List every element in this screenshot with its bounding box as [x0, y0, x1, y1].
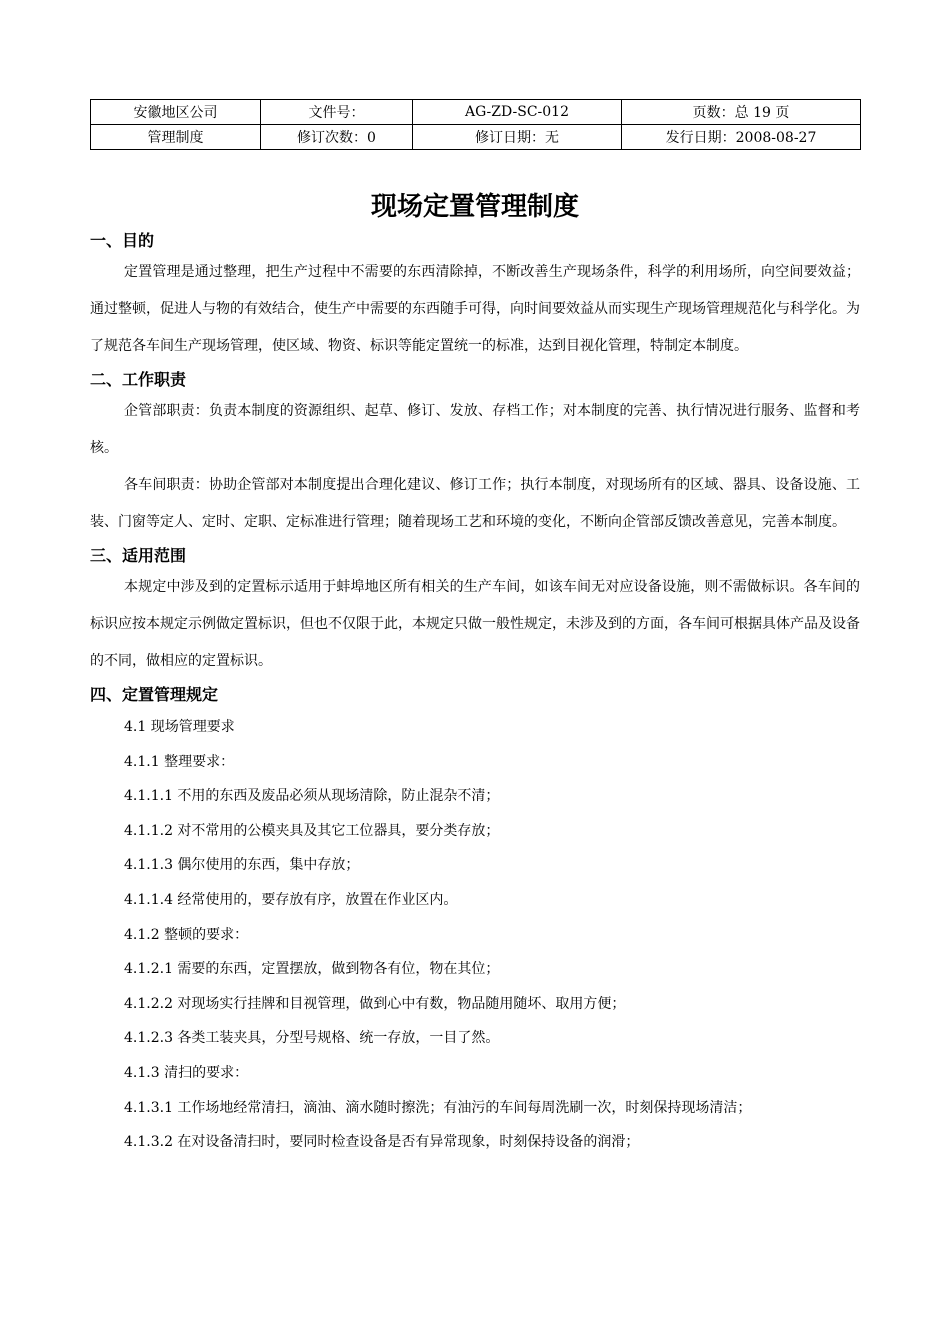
section-heading: 四、定置管理规定 [90, 685, 219, 704]
list-item: 4.1 现场管理要求 [124, 719, 235, 735]
issue-date-cell: 发行日期：2008-08-27 [622, 125, 861, 150]
list-item: 4.1.2 整顿的要求： [124, 926, 249, 943]
list-item: 4.1.1.1 不用的东西及废品必须从现场清除，防止混杂不清； [124, 788, 500, 805]
list-item: 4.1.3.1 工作场地经常清扫，滴油、滴水随时擦洗；有油污的车间每周洗刷一次，时刻保持现场清洁； [124, 1099, 752, 1116]
paragraph: 企管部职责：负责本制度的资源组织、起草、修订、发放、存档工作；对本制度的完善、执行情况进行服务、监督和考核。 [90, 403, 860, 456]
revision-date-cell: 修订日期：无 [413, 125, 622, 150]
file-number-cell: AG-ZD-SC-012 [413, 100, 622, 125]
paragraph: 定置管理是通过整理，把生产过程中不需要的东西清除掉，不断改善生产现场条件，科学的利用场所，向空间要效益；通过整顿，促进人与物的有效结合，使生产中需要的东西随手可得，向时间要效益从而实现生产现场管理规范化与科学化。为了规范各车间生产现场管理，使区域、物资、标识等能定置统一的标准，达到目视化管理，特制定本制度。 [90, 264, 860, 354]
document-body [90, 226, 860, 1160]
section-purpose [90, 226, 860, 365]
document-title: 现场定置管理制度 [370, 192, 579, 222]
list-item: 4.1.2.3 各类工装夹具，分型号规格、统一存放，一目了然。 [124, 1030, 500, 1047]
list-item: 4.1.3.2 在对设备清扫时，要同时检查设备是否有异常现象，时刻保持设备的润滑； [124, 1134, 640, 1151]
section-scope [90, 541, 860, 680]
list-item: 4.1.2.2 对现场实行挂牌和目视管理，做到心中有数，物品随用随坏、取用方便； [124, 995, 626, 1012]
section-heading: 三、适用范围 [90, 546, 187, 565]
list-item: 4.1.1.2 对不常用的公模夹具及其它工位器具，要分类存放； [124, 822, 500, 839]
list-item: 4.1.2.1 需要的东西，定置摆放，做到物各有位，物在其位； [124, 961, 500, 978]
list-item: 4.1.1.3 偶尔使用的东西，集中存放； [124, 857, 360, 874]
document-header-table [90, 99, 861, 150]
section-responsibilities [90, 365, 860, 541]
page-count-cell: 页数：总 19 页 [622, 100, 861, 125]
header-row [91, 125, 861, 150]
list-item: 4.1.3 清扫的要求： [124, 1064, 249, 1081]
section-rules [90, 680, 860, 1160]
list-item: 4.1.1.4 经常使用的，要存放有序，放置在作业区内。 [124, 891, 458, 908]
section-heading: 一、目的 [90, 231, 155, 250]
header-row [91, 100, 861, 125]
company-cell: 安徽地区公司 [91, 100, 261, 125]
file-number-label-cell: 文件号： [261, 100, 413, 125]
section-heading: 二、工作职责 [90, 370, 187, 389]
list-item: 4.1.1 整理要求： [124, 753, 235, 770]
paragraph: 本规定中涉及到的定置标示适用于蚌埠地区所有相关的生产车间，如该车间无对应设备设施，则不需做标识。各车间的标识应按本规定示例做定置标识，但也不仅限于此，本规定只做一般性规定，未涉及到的方面，各车间可根据具体产品及设备的不同，做相应的定置标识。 [90, 579, 860, 669]
paragraph: 各车间职责：协助企管部对本制度提出合理化建议、修订工作；执行本制度，对现场所有的区域、器具、设备设施、工装、门窗等定人、定时、定职、定标准进行管理；随着现场工艺和环境的变化，不断向企管部反馈改善意见，完善本制度。 [90, 477, 860, 530]
doc-type-cell: 管理制度 [91, 125, 261, 150]
revision-count-cell: 修订次数：0 [261, 125, 413, 150]
